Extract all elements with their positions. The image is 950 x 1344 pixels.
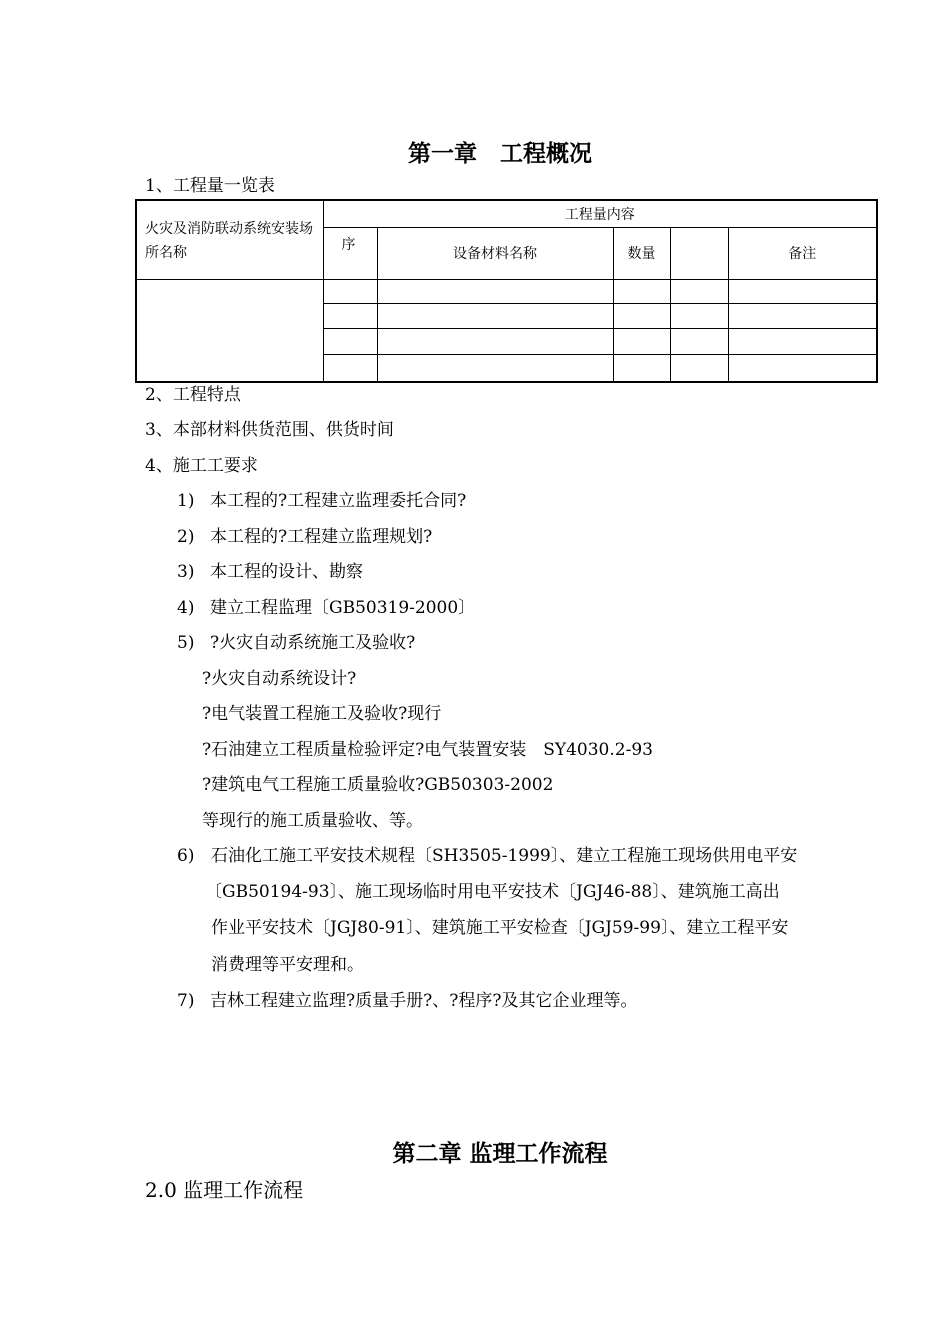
item-number: 2) xyxy=(177,527,195,547)
sub-line: ?火灾自动系统设计? xyxy=(202,669,357,689)
list-item xyxy=(177,991,637,1011)
list-item xyxy=(177,598,475,618)
section-4-heading: 4、施工工要求 xyxy=(145,456,258,476)
place-header-cell xyxy=(136,200,323,279)
chapter-2-title: 第二章 监理工作流程 xyxy=(392,1141,608,1167)
place-cell xyxy=(136,279,323,382)
item-text: 建立工程监理〔GB50319-2000〕 xyxy=(210,598,476,618)
item-text: 本工程的设计、勘察 xyxy=(210,562,363,582)
table-cell xyxy=(728,354,877,382)
place-header: 火灾及消防联动系统安装场所名称 xyxy=(145,221,313,261)
item-6-line: 作业平安技术〔JGJ80-91〕、建筑施工平安检查〔JGJ59-99〕、建立工程平安 xyxy=(211,918,789,938)
item-text: 吉林工程建立监理?质量手册?、?程序?及其它企业理等。 xyxy=(210,991,638,1011)
sub-line: ?石油建立工程质量检验评定?电气装置安装 SY4030.2-93 xyxy=(202,740,653,760)
table-cell xyxy=(728,279,877,303)
col-remark-header: 备注 xyxy=(728,227,877,279)
list-item xyxy=(177,633,415,653)
item-6-line: 石油化工施工平安技术规程〔SH3505-1999〕、建立工程施工现场供用电平安 xyxy=(211,846,798,866)
item-text: 本工程的?工程建立监理委托合同? xyxy=(210,491,467,511)
item-number: 7) xyxy=(177,991,195,1011)
item-number: 3) xyxy=(177,562,195,582)
sub-line: 等现行的施工质量验收、等。 xyxy=(202,811,423,831)
list-item xyxy=(177,491,466,511)
table-cell xyxy=(728,328,877,354)
list-item xyxy=(177,527,432,547)
col-seq-header: 序 xyxy=(323,227,377,279)
section-1-heading: 1、工程量一览表 xyxy=(145,176,275,196)
table-cell xyxy=(613,328,670,354)
table-cell xyxy=(377,279,613,303)
table-cell xyxy=(670,303,728,328)
table-cell xyxy=(323,279,377,303)
table-cell xyxy=(670,328,728,354)
item-text: 本工程的?工程建立监理规划? xyxy=(210,527,433,547)
section-2-heading: 2、工程特点 xyxy=(145,385,241,405)
item-6-line: 〔GB50194-93〕、施工现场临时用电平安技术〔JGJ46-88〕、建筑施工高出 xyxy=(205,882,780,902)
item-number: 5) xyxy=(177,633,195,653)
item-text: ?火灾自动系统施工及验收? xyxy=(210,633,416,653)
item-number: 6) xyxy=(177,846,195,866)
table-cell xyxy=(323,354,377,382)
table-cell xyxy=(613,303,670,328)
table-cell xyxy=(728,303,877,328)
content-header: 工程量内容 xyxy=(323,200,877,227)
col-qty-header: 数量 xyxy=(613,227,670,279)
table-cell xyxy=(613,279,670,303)
item-6-line: 消费理等平安理和。 xyxy=(211,955,364,975)
section-3-heading: 3、本部材料供货范围、供货时间 xyxy=(145,420,394,440)
table-cell xyxy=(670,354,728,382)
table-row xyxy=(136,279,877,303)
col-name-header: 设备材料名称 xyxy=(377,227,613,279)
quantity-table xyxy=(135,199,878,383)
table-cell xyxy=(613,354,670,382)
section-2-0-heading: 2.0 监理工作流程 xyxy=(145,1178,304,1202)
table-cell xyxy=(323,328,377,354)
table-cell xyxy=(377,354,613,382)
item-number: 4) xyxy=(177,598,195,618)
table-cell xyxy=(377,303,613,328)
chapter-1-title: 第一章 工程概况 xyxy=(408,141,592,167)
col-blank-header xyxy=(670,227,728,279)
item-number: 1) xyxy=(177,491,195,511)
table-cell xyxy=(323,303,377,328)
list-item xyxy=(177,562,363,582)
table-cell xyxy=(377,328,613,354)
sub-line: ?建筑电气工程施工质量验收?GB50303-2002 xyxy=(202,775,554,795)
sub-line: ?电气装置工程施工及验收?现行 xyxy=(202,704,442,724)
table-cell xyxy=(670,279,728,303)
